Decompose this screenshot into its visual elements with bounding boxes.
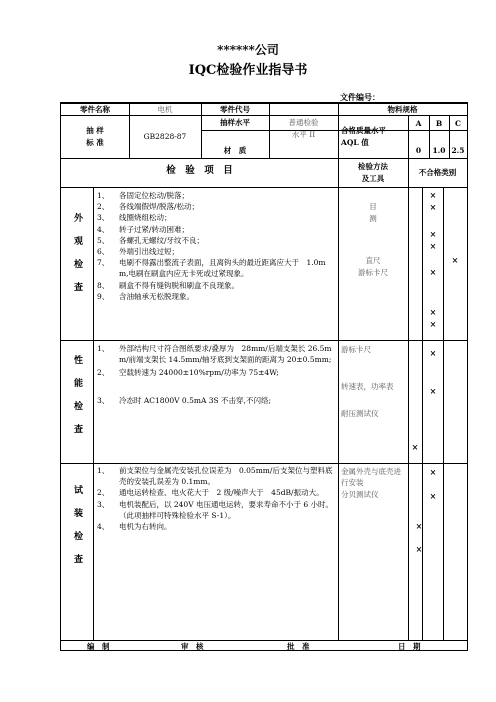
- aql-value-b: 1.0: [432, 146, 446, 155]
- inspection-items-header: 检 验 项 目: [166, 165, 233, 176]
- defect-mark: ×: [451, 255, 459, 265]
- defect-mark: ×: [429, 241, 437, 251]
- list-item: 3、 电机装配后，以 240V 电压通电运转，要求寿命不小于 6 小时。（此项抽样可特殊检验水平 S-1）。: [97, 499, 334, 520]
- sampling-standard-value: GB2828-87: [143, 132, 187, 141]
- method-caliper-2: 游标卡尺: [341, 345, 371, 354]
- list-item: 3、 冷态时 AC1800V 0.5mA 3S 不击穿,不闪络;: [97, 395, 271, 405]
- defect-mark: ×: [429, 348, 437, 358]
- sampling-standard-label: 抽 样 标 准: [86, 126, 104, 147]
- defect-mark: ×: [429, 229, 437, 239]
- list-item: 9、 含油轴承无松脱现象。: [97, 291, 194, 301]
- list-item: 8、 刷盒不得有缝钩脱和刷盒不良现象。: [97, 280, 239, 290]
- sampling-level-label: 抽样水平: [220, 118, 250, 127]
- method-decibel-meter: 分贝测试仪: [341, 490, 379, 499]
- defect-mark: ×: [429, 319, 437, 329]
- defect-class-header: 不合格类别: [418, 168, 457, 177]
- part-code-label: 零件代号: [220, 105, 250, 114]
- defect-mark: ×: [411, 442, 419, 452]
- list-item: 1、 各固定位松动/脱落；: [97, 191, 190, 200]
- aql-label: 合格质量水平 AQL 值: [341, 126, 386, 147]
- aql-value-c: 2.5: [451, 146, 465, 155]
- part-name-value: 电机: [157, 105, 173, 114]
- company-name: ******公司: [217, 43, 279, 57]
- document-number-label: 文件编号：: [340, 92, 380, 102]
- list-item: 6、 外端引出线过短；: [97, 247, 179, 257]
- list-item: 3、 线圈烧组松动；: [97, 213, 172, 223]
- list-item: 2、 空载转速为 24000±10%rpm/功率为 75±4W;: [97, 368, 279, 378]
- performance-items: [93, 343, 338, 406]
- list-item: 5、 各螺孔无螺纹/牙纹不良；: [97, 235, 205, 245]
- reviewed-by-label: 审 核: [181, 642, 204, 651]
- method-housing-fit: 金属外壳与底壳进行安装: [341, 467, 401, 487]
- sampling-level-value: 普通检验 水平 II: [288, 118, 319, 139]
- defect-mark: ×: [429, 190, 437, 200]
- list-item: 1、 外部结构尺寸符合图纸要求/叠厚为 28mm/后端支架长 26.5mm/前端支架长 14.5mm/轴牙底到支架面的距离为 20±0.5mm;: [97, 344, 332, 365]
- method-visual-1: 目: [369, 202, 377, 211]
- list-item: 2、 各线端假焊/脱落/松动；: [97, 202, 200, 212]
- defect-mark: ×: [415, 521, 423, 531]
- section-performance-label: 性能检查: [72, 355, 82, 447]
- aql-class-a: A: [415, 119, 422, 128]
- list-item: 2、 通电运转检查、电火花大于 2 级/噪声大于 45dB/振动大。: [97, 488, 324, 498]
- list-item: 4、 转子过紧/转动困难；: [97, 224, 190, 234]
- method-ruler: 直尺: [365, 256, 381, 265]
- defect-mark: ×: [429, 267, 437, 277]
- aql-class-c: C: [455, 119, 461, 128]
- date-label: 日 期: [398, 642, 421, 651]
- appearance-items: [93, 190, 338, 302]
- inspection-method-header: 检验方法 及工具: [358, 162, 388, 183]
- prepared-by-label: 编 制: [87, 642, 110, 651]
- document-title: IQC检验作业指导书: [188, 63, 308, 78]
- approved-by-label: 批 准: [287, 642, 310, 651]
- list-item: 7、 电刷不得露出整流子表面，且离钩头的最近距离应大于 1.0mm,电刷在刷盒内应无卡死或过紧现象。: [97, 258, 326, 279]
- defect-mark: ×: [429, 467, 437, 477]
- method-visual-2: 测: [369, 214, 377, 223]
- trial-assembly-items: [93, 465, 338, 532]
- list-item: 1、 前支架位与金属壳安装孔位误差为 0.05mm/后支架位与塑料底壳的安装孔误差为 0.1mm。: [97, 466, 333, 487]
- material-spec-label: 物料规格: [387, 105, 418, 114]
- method-hipot-tester: 耐压测试仪: [341, 409, 379, 418]
- aql-class-b: B: [435, 119, 443, 128]
- list-item: 4、 电机为右转向。: [97, 522, 172, 532]
- method-tachometer: 转速表，功率表: [341, 382, 394, 391]
- defect-mark: ×: [429, 386, 437, 396]
- defect-mark: ×: [429, 202, 437, 212]
- defect-mark: ×: [429, 307, 437, 317]
- part-name-label: 零件名称: [80, 105, 110, 114]
- defect-mark: ×: [415, 544, 423, 554]
- inspection-table: [60, 102, 468, 651]
- section-trial-assembly-label: 试装检查: [72, 485, 82, 577]
- material-label: 材 质: [223, 146, 247, 155]
- section-appearance-label: 外观检查: [72, 213, 82, 305]
- defect-mark: ×: [429, 491, 437, 501]
- method-caliper: 游标卡尺: [358, 268, 388, 277]
- aql-value-a: 0: [415, 146, 422, 155]
